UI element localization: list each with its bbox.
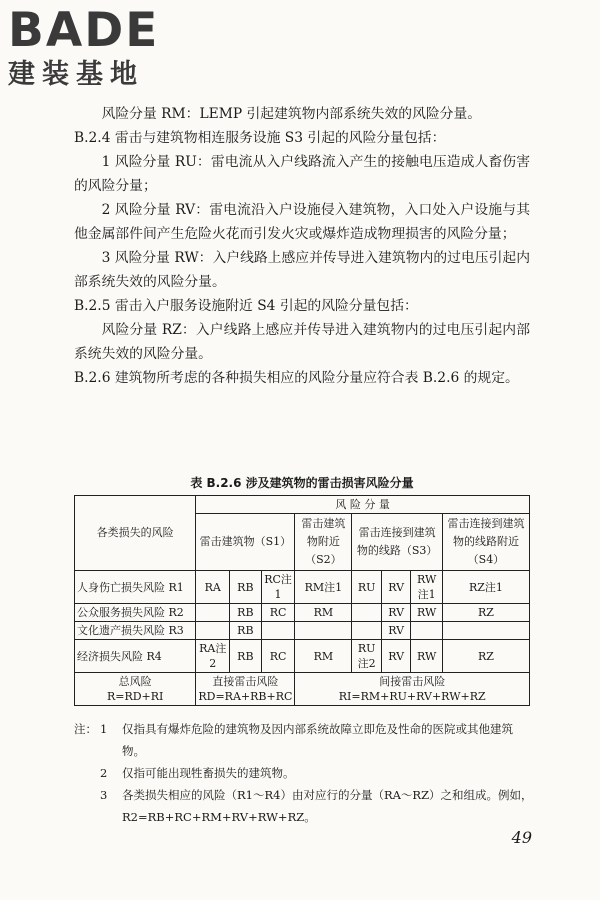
table-cell: RW [411,640,443,673]
table-cell: RV [381,571,410,604]
row-label: 文化遗产损失风险 R3 [75,622,196,640]
table-cell: RW注1 [411,571,443,604]
paragraph: 2 风险分量 RV：雷电流沿入户设施侵入建筑物，入口处入户设施与其他金属部件间产生危险火花而引发火灾或爆炸造成物理损害的风险分量； [74,202,530,242]
table-cell [442,622,529,640]
table-cell: RM [295,640,352,673]
note-number: 2 [100,766,108,780]
table-cell [196,622,230,640]
table-cell: RC注1 [261,571,295,604]
table-row [75,622,530,640]
indirect-risk-formula: RI=RM+RU+RV+RW+RZ [338,690,486,703]
table-cell: RC [261,604,295,622]
logo-sub-text: 建装基地 [8,59,144,90]
note-text: 仅指可能出现牲畜损失的建筑物。 [122,766,295,780]
table-cell: RV [381,622,410,640]
source-s3-header: 雷击连接到建筑物的线路（S3） [352,514,443,571]
note-lead: 注： [74,722,97,736]
clause-heading: B.2.5 雷击入户服务设施附近 S4 引起的风险分量包括： [74,298,418,314]
page-number: 49 [511,828,532,847]
paragraph: 风险分量 RM：LEMP 引起建筑物内部系统失效的风险分量。 [101,106,482,122]
table-cell: RZ注1 [442,571,529,604]
table-corner-header: 各类损失的风险 [75,496,196,571]
table-cell: RV [381,640,410,673]
table-cell: RZ [442,604,529,622]
note-text: 仅指具有爆炸危险的建筑物及因内部系统故障立即危及性命的医院或其他建筑物。 [122,722,513,758]
note-item [74,762,534,784]
direct-risk-cell [196,673,295,706]
table-row [75,571,530,604]
row-label: 人身伤亡损失风险 R1 [75,571,196,604]
table-cell [196,604,230,622]
note-text: 各类损失相应的风险（R1～R4）由对应行的分量（RA～RZ）之和组成。例如，R2=RB+RC+RM+RV+RW+RZ。 [122,788,533,824]
table-cell: RA注2 [196,640,230,673]
logo-main-text: BADE [8,3,160,58]
note-number: 3 [100,788,108,802]
indirect-risk-cell [295,673,530,706]
logo [8,3,160,91]
source-s4-header: 雷击连接到建筑物的线路附近（S4） [442,514,529,571]
table-cell: RB [230,604,262,622]
note-item [74,718,534,762]
table-cell: RC [261,640,295,673]
table-group-header: 风 险 分 量 [196,496,530,514]
clause-heading: B.2.4 雷击与建筑物相连服务设施 S3 引起的风险分量包括： [74,130,446,146]
table-cell: RW [411,604,443,622]
note-number: 1 [100,722,108,736]
table-cell [411,622,443,640]
total-risk-label: 总风险 [118,675,152,688]
paragraph: 3 风险分量 RW：入户线路上感应并传导进入建筑物内的过电压引起内部系统失效的风险分量。 [74,250,530,290]
body-text [74,102,530,390]
table-cell [352,622,382,640]
table-row [75,604,530,622]
risk-table [74,495,530,706]
table-cell [295,622,352,640]
clause-heading: B.2.6 建筑物所考虑的各种损失相应的风险分量应符合表 B.2.6 的规定。 [74,370,519,386]
table-cell [352,604,382,622]
paragraph: 风险分量 RZ：入户线路上感应并传导进入建筑物内的过电压引起内部系统失效的风险分量。 [74,322,530,362]
row-label: 公众服务损失风险 R2 [75,604,196,622]
source-s2-header: 雷击建筑物附近（S2） [295,514,352,571]
table-caption: 表 B.2.6 涉及建筑物的雷击损害风险分量 [190,476,414,490]
note-item [74,784,534,828]
table-cell: RU [352,571,382,604]
source-s1-header: 雷击建筑物（S1） [196,514,295,571]
table-cell: RM [295,604,352,622]
table-cell: RA [196,571,230,604]
paragraph: 1 风险分量 RU：雷电流从入户线路流入产生的接触电压造成人畜伤害的风险分量； [74,154,530,194]
table-cell [261,622,295,640]
table-cell: RZ [442,640,529,673]
table-notes [74,718,534,828]
total-risk-cell [75,673,196,706]
direct-risk-label: 直接雷击风险 [212,675,279,688]
row-label: 经济损失风险 R4 [75,640,196,673]
table-cell: RB [230,622,262,640]
table-cell: RM注1 [295,571,352,604]
direct-risk-formula: RD=RA+RB+RC [198,690,293,703]
table-row [75,640,530,673]
table-cell: RB [230,571,262,604]
indirect-risk-label: 间接雷击风险 [379,675,446,688]
table-cell: RU注2 [352,640,382,673]
table-cell: RV [381,604,410,622]
total-risk-formula: R=RD+RI [106,690,164,703]
table-summary-row [75,673,530,706]
table-cell: RB [230,640,262,673]
